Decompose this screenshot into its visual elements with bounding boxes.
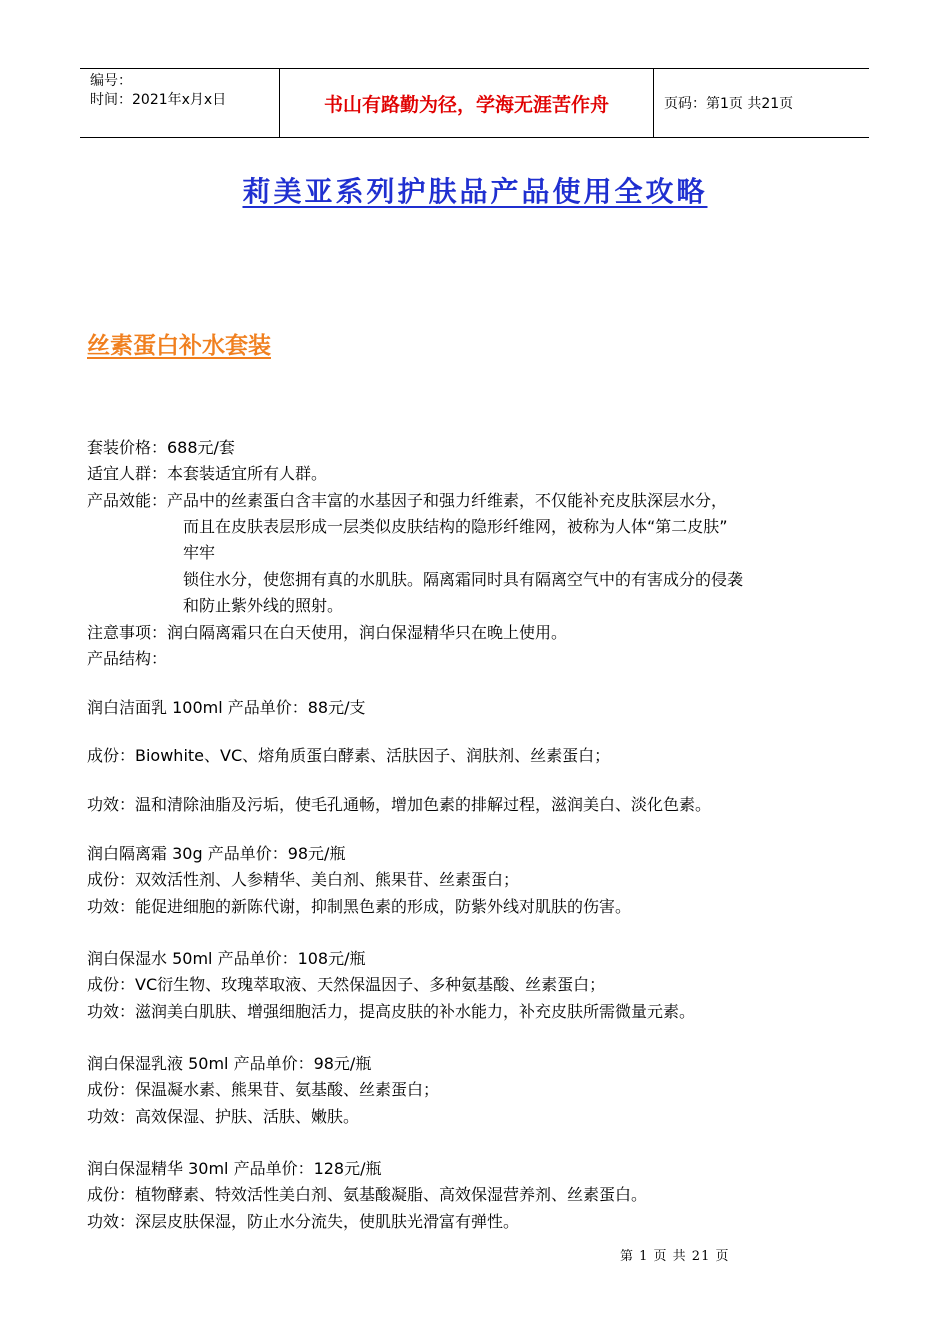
product-ingredients: 成份：Biowhite、VC、熔角质蛋白酵素、活肤因子、润肤剂、丝素蛋白； xyxy=(87,746,611,765)
product-name: 润白保湿水 50ml 产品单价：108元/瓶 xyxy=(87,949,366,968)
product-name: 润白保湿精华 30ml 产品单价：128元/瓶 xyxy=(87,1159,382,1178)
section-title: 丝素蛋白补水套装 xyxy=(87,333,271,359)
product-ingredients: 成份：双效活性剂、人参精华、美白剂、熊果苷、丝素蛋白； xyxy=(87,870,520,889)
product-ingredients: 成份：VC衍生物、玫瑰萃取液、天然保温因子、多种氨基酸、丝素蛋白； xyxy=(87,975,606,994)
product-function: 功效：温和清除油脂及污垢，使毛孔通畅，增加色素的排解过程，滋润美白、淡化色素。 xyxy=(87,795,712,814)
product-ingredients: 成份：保温凝水素、熊果苷、氨基酸、丝素蛋白； xyxy=(87,1080,440,1099)
header-meta xyxy=(80,69,280,137)
effect-line: 和防止紫外线的照射。 xyxy=(183,596,344,615)
product-function: 功效：深层皮肤保湿，防止水分流失，使肌肤光滑富有弹性。 xyxy=(87,1212,520,1231)
notice-line: 注意事项：润白隔离霜只在白天使用，润白保湿精华只在晚上使用。 xyxy=(87,623,568,642)
effect-line: 牢牢 xyxy=(183,543,216,562)
effect-line: 锁住水分，使您拥有真的水肌肤。隔离霜同时具有隔离空气中的有害成分的侵袭 xyxy=(183,570,744,589)
effect-line: 产品效能：产品中的丝素蛋白含丰富的水基因子和强力纤维素，不仅能补充皮肤深层水分， xyxy=(87,491,728,510)
header-page-info: 页码：第1页 共21页 xyxy=(664,96,794,112)
time-label: 时间：2021年x月x日 xyxy=(90,92,227,108)
product-ingredients: 成份：植物酵素、特效活性美白剂、氨基酸凝脂、高效保湿营养剂、丝素蛋白。 xyxy=(87,1185,648,1204)
product-function: 功效：高效保湿、护肤、活肤、嫩肤。 xyxy=(87,1107,360,1126)
price-line: 套装价格：688元/套 xyxy=(87,438,235,457)
product-function: 功效：滋润美白肌肤、增强细胞活力，提高皮肤的补水能力，补充皮肤所需微量元素。 xyxy=(87,1002,696,1021)
product-name: 润白保湿乳液 50ml 产品单价：98元/瓶 xyxy=(87,1054,372,1073)
header-table xyxy=(80,68,869,138)
structure-line: 产品结构： xyxy=(87,649,168,668)
header-motto: 书山有路勤为径，学海无涯苦作舟 xyxy=(280,69,654,137)
number-label: 编号： xyxy=(90,73,132,89)
page-footer: 第 1 页 共 21 页 xyxy=(620,1249,730,1264)
document-title: 莉美亚系列护肤品产品使用全攻略 xyxy=(242,175,708,208)
product-function: 功效：能促进细胞的新陈代谢，抑制黑色素的形成，防紫外线对肌肤的伤害。 xyxy=(87,897,632,916)
product-name: 润白隔离霜 30g 产品单价：98元/瓶 xyxy=(87,844,346,863)
audience-line: 适宜人群：本套装适宜所有人群。 xyxy=(87,464,328,483)
product-name: 润白洁面乳 100ml 产品单价：88元/支 xyxy=(87,698,366,717)
effect-line: 而且在皮肤表层形成一层类似皮肤结构的隐形纤维网，被称为人体“第二皮肤” xyxy=(183,517,728,536)
